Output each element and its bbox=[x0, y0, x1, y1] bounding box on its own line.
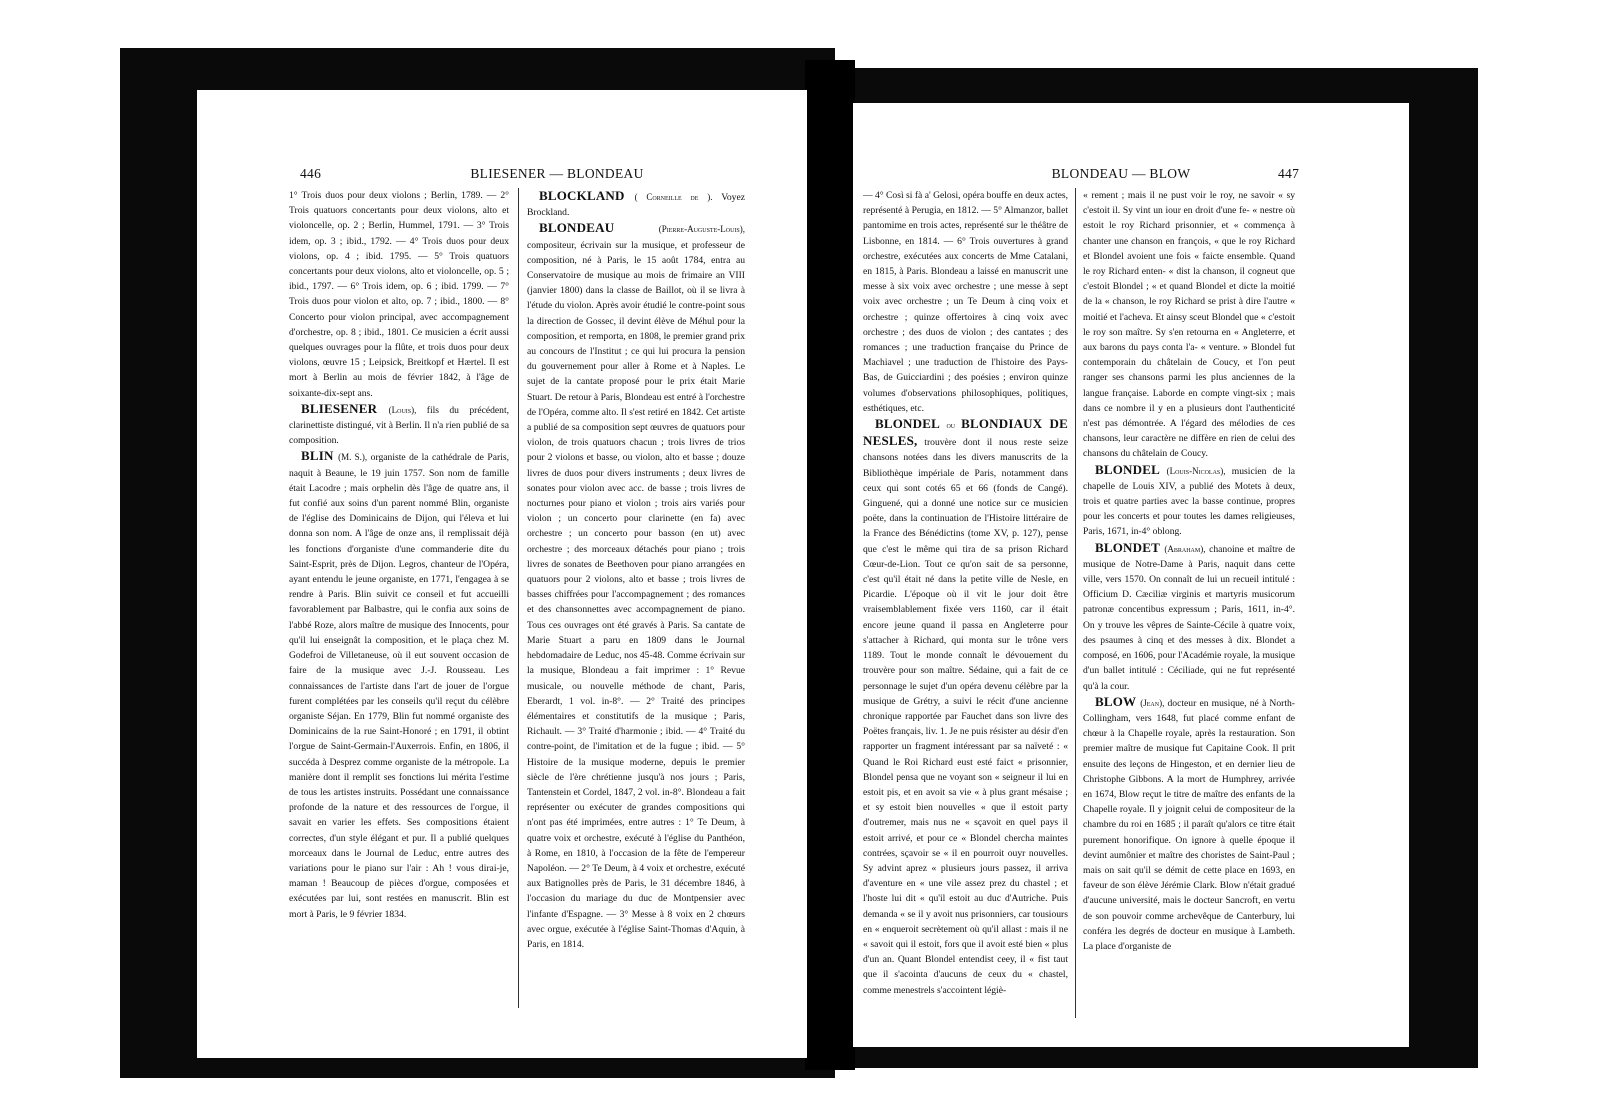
entry-text: « rement ; mais il ne pust voir le roy, ne savoir « sy c'estoit il. Sy vint un iour en droit d'une fe- « nestre où estoit le roy Richard prisonnier, et « commença à chanter une chanson en françois, « que le roy Richard et Blondel avoient une fois « faicte ensemble. Quand le roy Richard enten- « dist la chanson, il cogneut que c'estoit Blondel ; « et quand Blondel et dicte la moitié de la « chanson, le roy Richard se prist à dire l'autre « moitié et l'acheva. Et ainsy sceut Blondel que « c'estoit le roy son maître. Sy s'en retourna en « Angleterre, et aux barons du pays conta l'a- « venture. » Blondel fut contemporain du châtelain de Coucy, et l'on peut ranger ses chansons parmi les plus anciennes de la langue française. Laborde en compte vingt-six ; mais dans ce nombre il y en a plusieurs dont l'authenticité n'est pas démontrée. A l'égard des mélodies de ces chansons, leur caractère ne diffère en rien de celui des chansons du châtelain de Coucy. bbox=[1083, 190, 1295, 460]
right-col2-paragraph bbox=[1083, 694, 1295, 954]
right-column-1 bbox=[863, 188, 1068, 998]
right-col1-paragraph bbox=[863, 188, 1068, 416]
column-rule-left bbox=[518, 188, 519, 1008]
entry-text: chanoine et maître de musique de Notre-Dame à Paris, naquit dans cette ville, vers 1570. On connaît de lui un recueil intitulé : Officium D. Cæciliæ virginis et martyris musicorum patronæ concentibus expressum ; Paris, 1611, in-4°. On y trouve les vêpres de Sainte-Cécile à quatre voix, des psaumes à cinq et des messes à dix. Blondet a composé, en 1606, pour l'Académie royale, la musique d'un ballet intitulé : Céciliade, qui ne fut représenté qu'à la cour. bbox=[1083, 543, 1295, 692]
entry-headword: BLIESENER bbox=[301, 400, 389, 416]
entry-text: compositeur, écrivain sur la musique, et professeur de composition, né à Paris, le 15 août 1784, entra au Conservatoire de musique au mois de frimaire an VIII (janvier 1800) dans la classe de Baillot, où il se livra à l'étude du violon. Après avoir étudié le contre-point sous la direction de Gossec, il devint élève de Méhul pour la composition, et remporta, en 1808, le premier grand prix au concours de l'Institut ; ce qui lui procura la pension du gouvernement pour aller à Rome et à Naples. Le sujet de la cantate proposé pour le prix était Marie Stuart. De retour à Paris, Blondeau est entré à l'orchestre de l'Opéra, comme alto. Il s'est retiré en 1842. Cet artiste a publié de sa composition sept œuvres de quatuors pour violon, de trois quatuors chacun ; trois livres de trios pour 2 violons et basse, ou violon, alto et basse ; douze livres de duos pour divers instruments ; deux livres de sonates pour violon avec acc. de basse ; trois livres de nocturnes pour piano et violon ; trois airs variés pour violon ; un concerto pour clarinette (en fa) avec orchestre ; un concerto pour basson (en ut) avec orchestre ; des morceaux détachés pour piano ; trois livres de sonates de Beethoven pour piano arrangées en quatuors pour 2 violons, alto et basse ; trois livres de basses chiffrées pour l'accompagnement ; des romances et des chansonnettes avec accompagnement de piano. Tous ces ouvrages ont été gravés à Paris. Sa cantate de Marie Stuart a paru en 1809 dans le Journal hebdomadaire de Leduc, nos 45-48. Comme écrivain sur la musique, Blondeau a fait imprimer : 1° Revue musicale, ou nouvelle méthode de chant, Paris, Eberardt, 1 vol. in-8°. — 2° Traité des principes élémentaires et constitutifs de la musique ; Paris, Richault. — 3° Traité d'harmonie ; ibid. — 4° Traité du contre-point, de l'imitation et de la fugue ; ibid. — 5° Histoire de la musique moderne, depuis le premier siècle de l'ère chrétienne jusqu'à nos jours ; Paris, Tantenstein et Cordel, 1847, 2 vol. in-8°. Blondeau a fait représenter ou exécuter de grandes compositions qui n'ont pas été imprimées, entre autres : 1° Te Deum, à quatre voix et orchestre, exécuté à l'église du Panthéon, à Rome, en 1810, à l'occasion de la fête de l'empereur Napoléon. — 2° Te Deum, à 4 voix et orchestre, exécuté aux Batignolles près de Paris, le 31 décembre 1846, à l'occasion du mariage du duc de Montpensier avec l'infante d'Espagne. — 3° Messe à 8 voix en 2 chœurs avec orgue, exécutée à l'église Saint-Thomas d'Aquin, à Paris, en 1814. bbox=[527, 239, 745, 950]
entry-text: organiste de la cathédrale de Paris, naquit à Beaune, le 19 juin 1757. Son nom de famille était Lacodre ; mais orphelin dès l'âge de quatre ans, il fut confié aux soins d'un parent nommé Blin, organiste de l'église des Dominicains de Dijon, qui l'éleva et lui donna son nom. A l'âge de onze ans, il remplissait déjà les fonctions d'organiste d'une commanderie dite du Saint-Esprit, près de Dijon. Legros, chanteur de l'Opéra, ayant entendu le jeune organiste, en 1771, l'engagea à se rendre à Paris. Blin suivit ce conseil et fut accueilli favorablement par Balbastre, qui le confia aux soins de l'abbé Roze, alors maître de musique des Innocents, pour qu'il lui enseignât la composition, et le plaça chez M. Godefroi de Villetaneuse, où il eut souvent occasion de faire de la musique avec J.-J. Rousseau. Les connaissances de l'artiste dans l'art de jouer de l'orgue furent complétées par les conseils qu'il reçut du célèbre organiste Séjan. En 1779, Blin fut nommé organiste des Dominicains de la rue Saint-Honoré ; en 1791, il obtint l'orgue de Saint-Germain-l'Auxerrois. Enfin, en 1806, il succéda à Desprez comme organiste de la métropole. La manière dont il remplit ses fonctions lui mérita l'estime de tous les artistes instruits. Possédant une connaissance profonde de la nature et des ressources de l'orgue, il savait en varier les effets. Ses compositions étaient correctes, d'un style élégant et pur. Il a publié quelques morceaux dans le Journal de Leduc, entre autres des variations pour le piano sur l'air : Ah ! vous dirai-je, maman ! Beaucoup de pièces d'orgue, composées et exécutées par lui, sont restées en manuscrit. Blin est mort à Paris, le 9 février 1834. bbox=[289, 452, 509, 920]
left-column-2 bbox=[527, 188, 745, 952]
entry-headword: BLIN bbox=[301, 448, 339, 464]
right-col2-paragraph bbox=[1083, 462, 1295, 540]
right-col2-paragraph bbox=[1083, 540, 1295, 694]
entry-text: trouvère dont il nous reste seize chansons notées dans les divers manuscrits de la Bibliothèque impériale de Paris, notamment dans ceux qui sont cotés 65 et 66 (fonds de Cangé). Ginguené, qui a donné une notice sur ce musicien poëte, dans la continuation de l'Histoire littéraire de la France des Bénédictins (tome XV, p. 127), pense que c'est le même qui tira de sa prison Richard Cœur-de-Lion. Tout ce qu'on sait de sa personne, c'est qu'il était né dans la petite ville de Nesle, en Picardie. L'époque où il vit le jour doit être vraisemblablement fixée vers 1160, car il était encore jeune quand il passa en Angleterre pour s'attacher à Richard, qui monta sur le trône vers 1189. Tout le monde connaît le dévouement du trouvère pour son maître. Sédaine, qui a fait de ce personnage le sujet d'un opéra devenu célèbre par la musique de Grétry, a suivi le récit d'une ancienne chronique rapportée par Fauchet dans son livre des Poëtes français, liv. 1. Je ne puis résister au désir d'en rapporter un fragment intéressant par sa naïveté : « Quand le Roi Richard eust esté faict « prisonnier, Blondel pensa que ne voyant son « seigneur il lui en estoit pis, et en avoit sa vie « à plus grant mésaise ; et sy estoit bien nouvelles « que il estoit party d'outremer, mais nus ne « sçavoit en quel pays il estoit arrivé, et pour ce « Blondel chercha maintes contrées, sçavoir se « il en pourroit ouyr nouvelles. Sy advint aprez « plusieurs jours passez, il arriva d'aventure en « une vile assez prez du chastel ; et l'hoste lui dit « qu'il estoit au duc d'Autriche. Puis demanda « se il y avoit nus prisonniers, car tousiours en « enqueroit secrètement où qu'il allast : mais il ne « savoit qui il estoit, fors que il avoit esté bien « plus d'un an. Quant Blondel entendist ceey, il « fist taut que il s'acointa d'aucuns de ceux du « chastel, comme menestrels s'accointent légiè- bbox=[863, 437, 1068, 996]
left-col2-paragraph bbox=[527, 220, 745, 952]
entry-subhead: (Pierre-Auguste-Louis), bbox=[658, 224, 745, 235]
right-column-2 bbox=[1083, 188, 1295, 954]
right-running-head bbox=[853, 166, 1409, 186]
entry-text: Voyez Brockland. bbox=[527, 192, 745, 219]
left-col1-paragraph bbox=[289, 401, 509, 449]
running-title-right: BLONDEAU — BLOW bbox=[1051, 166, 1191, 181]
entry-text: musicien de la chapelle de Louis XIV, a publié des Motets à deux, trois et quatre parties avec la basse continue, propres pour les concerts et pour toutes les dames religieuses, Paris, 1671, in-4° oblong. bbox=[1083, 465, 1295, 538]
entry-headword: BLONDIAUX DE NESLES, bbox=[863, 416, 1068, 449]
entry-headword: BLOW bbox=[1095, 693, 1141, 709]
left-running-head bbox=[197, 166, 807, 186]
entry-headword: BLONDET bbox=[1095, 539, 1165, 555]
entry-subhead: ou bbox=[946, 420, 962, 431]
entry-subhead: (Louis), bbox=[388, 404, 417, 415]
entry-headword: BLONDEL bbox=[1095, 461, 1167, 477]
entry-text: docteur en musique, né à North-Collingham, vers 1648, fut placé comme enfant de chœur à la Chapelle royale, après la restauration. Son premier maître de musique fut Capitaine Cook. Il prit ensuite des leçons de Hingeston, et en dernier lieu de Christophe Gibbons. A la mort de Humphrey, arrivée en 1674, Blow reçut le titre de maître des enfants de la Chapelle royale. Il y joignit celui de compositeur de la chambre du roi en 1685 ; il paraît qu'alors ce titre était purement honorifique. On ignore à quelle époque il devint aumônier et maître des choristes de Saint-Paul ; mais on sait qu'il se démit de cette place en 1693, en faveur de son élève Jérémie Clark. Blow n'était gradué d'aucune université, mais le docteur Sancroft, en vertu de son pouvoir comme archevêque de Canterbury, lui conféra les degrés de docteur en musique à Lambeth. La place d'organiste de bbox=[1083, 697, 1296, 952]
left-col1-paragraph bbox=[289, 448, 509, 921]
gutter-shadow bbox=[805, 60, 855, 1070]
entry-subhead: ( Corneille de ). bbox=[634, 192, 713, 202]
entry-text: 1° Trois duos pour deux violons ; Berlin, 1789. — 2° Trois quatuors concertants pour deux violons, alto et violoncelle, op. 2 ; Berlin, Hummel, 1791. — 3° Trois idem, op. 3 ; ibid., 1792. — 4° Trois duos pour deux violons, op. 4 ; ibid. 1795. — 5° Trois quatuors concertants pour deux violons, alto et violoncelle, op. 5 ; ibid., 1797. — 6° Trois idem, op. 6 ; ibid. 1799. — 7° Trois duos pour violon et alto, op. 7 ; ibid., 1800. — 8° Concerto pour violon principal, avec accompagnement d'orchestre, op. 8 ; ibid., 1801. Ce musicien a écrit aussi quelques ouvrages pour la flûte, et trois duos pour deux violons, œuvre 15 ; Leipsick, Breitkopf et Hærtel. Il est mort à Berlin au mois de février 1842, à l'âge de soixante-dix-sept ans. bbox=[289, 190, 509, 399]
right-col1-paragraph bbox=[863, 416, 1068, 998]
column-rule-right bbox=[1075, 188, 1076, 1018]
entry-subhead: (Jean), bbox=[1140, 697, 1165, 708]
left-page bbox=[197, 90, 807, 1058]
entry-text: — 4° Così si fà a' Gelosi, opéra bouffe en deux actes, représenté à Perugia, en 1812. — 5° Almanzor, ballet pantomime en trois actes, représenté sur le théâtre de Lisbonne, en 1814. — 6° Trois ouvertures à grand orchestre, exécutées aux concerts de Mme Catalani, en 1815, à Paris. Blondeau a laissé en manuscrit une messe à six voix avec orchestre ; une messe à sept voix avec orchestre ; un Te Deum à cinq voix et orchestre ; quinze offertoires à cinq voix avec orchestre ; des duos de violon ; des cantates ; des romances ; une traduction française du Prince de Machiavel ; une traduction de l'histoire des Pays-Bas, de Guicciardini ; des poésies ; environ quinze volumes d'observations philosophiques, politiques, esthétiques, etc. bbox=[863, 190, 1068, 414]
entry-subhead: (M. S.), bbox=[338, 452, 368, 463]
left-col2-paragraph bbox=[527, 188, 745, 220]
running-title-left: BLIESENER — BLONDEAU bbox=[470, 166, 644, 181]
entry-subhead: (Louis-Nicolas), bbox=[1166, 465, 1226, 476]
page-number-right: 447 bbox=[1278, 166, 1300, 181]
entry-headword: BLONDEAU bbox=[539, 220, 659, 236]
left-column-1 bbox=[289, 188, 509, 922]
left-col1-paragraph bbox=[289, 188, 509, 401]
page-number-left: 446 bbox=[300, 166, 322, 181]
entry-text: fils du précédent, clarinettiste distingué, vit à Berlin. Il n'a rien publié de sa composition. bbox=[289, 404, 510, 447]
entry-headword: BLONDEL bbox=[875, 416, 947, 432]
entry-subhead: (Abraham), bbox=[1164, 543, 1206, 554]
right-page bbox=[853, 103, 1409, 1047]
right-col2-paragraph bbox=[1083, 188, 1295, 462]
entry-headword: BLOCKLAND bbox=[539, 188, 635, 203]
